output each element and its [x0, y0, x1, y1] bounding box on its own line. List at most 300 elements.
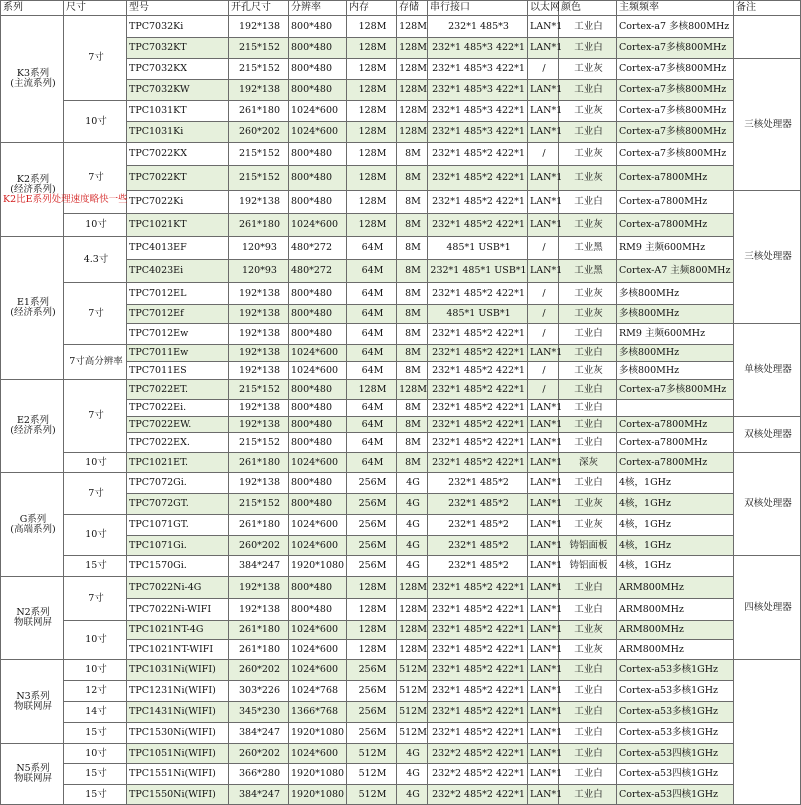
resolution-cell: 1024*600 — [289, 640, 347, 660]
cpu-cell: RM9 主频600MHz — [617, 324, 734, 345]
storage-cell: 8M — [397, 143, 428, 166]
serial-cell: 232*1 485*2 422*1 — [428, 143, 528, 166]
model-cell: TPC7022Ni-WIFI — [127, 599, 229, 621]
model-cell: TPC7022Ni-4G — [127, 577, 229, 599]
ethernet-cell: LAN*1 — [528, 38, 559, 59]
model-cell: TPC7012Ew — [127, 324, 229, 345]
serial-cell: 232*1 485*2 422*1 — [428, 417, 528, 433]
note-cell: 单核处理器 — [734, 324, 801, 417]
cutout-cell: 215*152 — [229, 143, 289, 166]
model-cell: TPC1031Ni(WIFI) — [127, 660, 229, 681]
cutout-cell: 120*93 — [229, 237, 289, 260]
color-cell: 工业白 — [559, 80, 617, 101]
storage-cell: 4G — [397, 494, 428, 515]
memory-cell: 128M — [347, 80, 397, 101]
series-subtitle: (主流系列) — [10, 78, 56, 89]
series-subtitle: (高端系列) — [10, 523, 56, 535]
memory-cell: 64M — [347, 260, 397, 283]
cutout-cell: 260*202 — [229, 122, 289, 143]
memory-cell: 256M — [347, 556, 397, 577]
resolution-cell: 1024*600 — [289, 453, 347, 473]
resolution-cell: 480*272 — [289, 237, 347, 260]
cpu-cell: ARM800MHz — [617, 621, 734, 640]
cutout-cell: 192*138 — [229, 345, 289, 362]
cutout-cell: 192*138 — [229, 362, 289, 380]
model-cell: TPC7012EL — [127, 283, 229, 305]
serial-cell: 232*1 485*3 422*1 — [428, 59, 528, 80]
memory-cell: 128M — [347, 143, 397, 166]
model-cell: TPC1051Ni(WIFI) — [127, 744, 229, 764]
ethernet-cell: LAN*1 — [528, 723, 559, 744]
memory-cell: 512M — [347, 764, 397, 785]
ethernet-cell: LAN*1 — [528, 260, 559, 283]
cpu-cell: 4核，1GHz — [617, 556, 734, 577]
table-row — [1, 723, 801, 744]
size-cell: 10寸 — [64, 214, 127, 237]
storage-cell: 8M — [397, 237, 428, 260]
size-cell: 10寸 — [64, 101, 127, 143]
memory-cell: 512M — [347, 785, 397, 805]
resolution-cell: 1920*1080 — [289, 723, 347, 744]
storage-cell: 128M — [397, 38, 428, 59]
resolution-cell: 800*480 — [289, 417, 347, 433]
serial-cell: 232*1 485*2 — [428, 536, 528, 556]
cutout-cell: 192*138 — [229, 283, 289, 305]
series-cell — [1, 237, 64, 380]
cutout-cell: 260*202 — [229, 660, 289, 681]
model-cell: TPC1031KT — [127, 101, 229, 122]
serial-cell: 232*1 485*2 422*1 — [428, 577, 528, 599]
serial-cell: 232*1 485*2 — [428, 494, 528, 515]
cpu-cell: Cortex-a53多核1GHz — [617, 702, 734, 723]
cpu-cell: 4核，1GHz — [617, 473, 734, 494]
cpu-cell: Cortex-a7多核800MHz — [617, 80, 734, 101]
resolution-cell: 800*480 — [289, 494, 347, 515]
resolution-cell: 800*480 — [289, 305, 347, 324]
serial-cell: 232*1 485*3 422*1 — [428, 101, 528, 122]
ethernet-cell: / — [528, 324, 559, 345]
size-cell: 15寸 — [64, 764, 127, 785]
header-memory: 内存 — [347, 1, 397, 16]
resolution-cell: 800*480 — [289, 283, 347, 305]
cutout-cell: 192*138 — [229, 577, 289, 599]
ethernet-cell: / — [528, 380, 559, 400]
resolution-cell: 1024*600 — [289, 214, 347, 237]
storage-cell: 4G — [397, 473, 428, 494]
cutout-cell: 192*138 — [229, 417, 289, 433]
memory-cell: 128M — [347, 380, 397, 400]
table-row — [1, 577, 801, 599]
storage-cell: 8M — [397, 191, 428, 214]
storage-cell: 8M — [397, 345, 428, 362]
memory-cell: 64M — [347, 305, 397, 324]
table-row — [1, 764, 801, 785]
cpu-cell: Cortex-a7800MHz — [617, 214, 734, 237]
resolution-cell: 1024*600 — [289, 660, 347, 681]
model-cell: TPC1231Ni(WIFI) — [127, 681, 229, 702]
cutout-cell: 261*180 — [229, 515, 289, 536]
resolution-cell: 1920*1080 — [289, 764, 347, 785]
model-cell: TPC7022KX — [127, 143, 229, 166]
serial-cell: 232*1 485*2 422*1 — [428, 214, 528, 237]
size-cell: 10寸 — [64, 660, 127, 681]
ethernet-cell: / — [528, 305, 559, 324]
memory-cell: 64M — [347, 417, 397, 433]
serial-cell: 232*1 485*2 422*1 — [428, 621, 528, 640]
color-cell: 工业灰 — [559, 362, 617, 380]
color-cell: 工业灰 — [559, 143, 617, 166]
size-cell: 7寸 — [64, 16, 127, 101]
color-cell: 工业白 — [559, 723, 617, 744]
cutout-cell: 120*93 — [229, 260, 289, 283]
memory-cell: 256M — [347, 515, 397, 536]
ethernet-cell: LAN*1 — [528, 80, 559, 101]
serial-cell: 232*2 485*2 422*1 — [428, 744, 528, 764]
ethernet-cell: / — [528, 237, 559, 260]
storage-cell: 512M — [397, 660, 428, 681]
cutout-cell: 261*180 — [229, 214, 289, 237]
cpu-cell: Cortex-a53四核1GHz — [617, 744, 734, 764]
table-row — [1, 345, 801, 362]
header-serial: 串行接口 — [428, 1, 528, 16]
table-row — [1, 283, 801, 305]
storage-cell: 128M — [397, 80, 428, 101]
ethernet-cell: / — [528, 59, 559, 80]
resolution-cell: 800*480 — [289, 599, 347, 621]
color-cell: 深灰 — [559, 453, 617, 473]
serial-cell: 232*1 485*2 422*1 — [428, 400, 528, 417]
resolution-cell: 1024*768 — [289, 681, 347, 702]
storage-cell: 128M — [397, 599, 428, 621]
model-cell: TPC1021KT — [127, 214, 229, 237]
series-cell — [1, 380, 64, 473]
note-cell — [734, 16, 801, 59]
table-row — [1, 702, 801, 723]
cpu-cell: ARM800MHz — [617, 640, 734, 660]
cpu-cell: Cortex-a7多核800MHz — [617, 59, 734, 80]
resolution-cell: 800*480 — [289, 473, 347, 494]
cutout-cell: 345*230 — [229, 702, 289, 723]
color-cell: 工业白 — [559, 191, 617, 214]
serial-cell: 232*1 485*2 422*1 — [428, 362, 528, 380]
model-cell: TPC1021NT-4G — [127, 621, 229, 640]
memory-cell: 128M — [347, 191, 397, 214]
storage-cell: 8M — [397, 417, 428, 433]
cpu-cell: 4核，1GHz — [617, 515, 734, 536]
cpu-cell: Cortex-a7多核800MHz — [617, 122, 734, 143]
series-subtitle: 物联网屏 — [13, 617, 52, 628]
cpu-cell: 4核，1GHz — [617, 494, 734, 515]
header-model: 型号 — [127, 1, 229, 16]
header-row — [1, 1, 801, 16]
memory-cell: 64M — [347, 453, 397, 473]
cutout-cell: 192*138 — [229, 305, 289, 324]
resolution-cell: 1366*768 — [289, 702, 347, 723]
model-cell: TPC1071GT. — [127, 515, 229, 536]
memory-cell: 64M — [347, 400, 397, 417]
storage-cell: 128M — [397, 640, 428, 660]
ethernet-cell: LAN*1 — [528, 214, 559, 237]
model-cell: TPC7011ES — [127, 362, 229, 380]
ethernet-cell: / — [528, 143, 559, 166]
color-cell: 工业灰 — [559, 101, 617, 122]
table-row — [1, 621, 801, 640]
resolution-cell: 800*480 — [289, 400, 347, 417]
memory-cell: 256M — [347, 494, 397, 515]
model-cell: TPC7022ET. — [127, 380, 229, 400]
header-note: 备注 — [734, 1, 801, 16]
cpu-cell — [617, 400, 734, 417]
series-name: K2系列 — [16, 173, 50, 185]
storage-cell: 128M — [397, 59, 428, 80]
memory-cell: 64M — [347, 324, 397, 345]
cutout-cell: 192*138 — [229, 191, 289, 214]
color-cell: 工业黑 — [559, 237, 617, 260]
ethernet-cell: LAN*1 — [528, 599, 559, 621]
storage-cell: 4G — [397, 764, 428, 785]
table-row — [1, 143, 801, 166]
memory-cell: 256M — [347, 681, 397, 702]
serial-cell: 485*1 USB*1 — [428, 305, 528, 324]
serial-cell: 232*1 485*2 422*1 — [428, 191, 528, 214]
resolution-cell: 1024*600 — [289, 621, 347, 640]
cpu-cell: Cortex-A7 主频800MHz — [617, 260, 734, 283]
cpu-cell: 多核800MHz — [617, 362, 734, 380]
resolution-cell: 480*272 — [289, 260, 347, 283]
storage-cell: 4G — [397, 556, 428, 577]
model-cell: TPC7072Gi. — [127, 473, 229, 494]
ethernet-cell: LAN*1 — [528, 417, 559, 433]
cpu-cell: Cortex-a7多核800MHz — [617, 143, 734, 166]
model-cell: TPC1530Ni(WIFI) — [127, 723, 229, 744]
memory-cell: 256M — [347, 702, 397, 723]
series-name: N2系列 — [16, 607, 50, 618]
cutout-cell: 192*138 — [229, 400, 289, 417]
model-cell: TPC1551Ni(WIFI) — [127, 764, 229, 785]
cpu-cell: RM9 主频600MHz — [617, 237, 734, 260]
storage-cell: 4G — [397, 744, 428, 764]
cpu-cell: 4核，1GHz — [617, 536, 734, 556]
memory-cell: 256M — [347, 473, 397, 494]
color-cell: 工业白 — [559, 324, 617, 345]
size-cell: 15寸 — [64, 785, 127, 805]
cutout-cell: 261*180 — [229, 621, 289, 640]
ethernet-cell: LAN*1 — [528, 515, 559, 536]
cpu-cell: Cortex-a7800MHz — [617, 417, 734, 433]
cpu-cell: Cortex-a7800MHz — [617, 166, 734, 191]
table-row — [1, 453, 801, 473]
cpu-cell: Cortex-a7多核800MHz — [617, 38, 734, 59]
memory-cell: 128M — [347, 166, 397, 191]
resolution-cell: 800*480 — [289, 191, 347, 214]
serial-cell: 485*1 USB*1 — [428, 237, 528, 260]
ethernet-cell: LAN*1 — [528, 101, 559, 122]
model-cell: TPC7022EX. — [127, 433, 229, 453]
cutout-cell: 215*152 — [229, 380, 289, 400]
header-color: 颜色 — [559, 1, 617, 16]
size-cell: 7寸 — [64, 283, 127, 345]
storage-cell: 8M — [397, 166, 428, 191]
cpu-cell: Cortex-a53多核1GHz — [617, 681, 734, 702]
model-cell: TPC7022EW. — [127, 417, 229, 433]
cutout-cell: 215*152 — [229, 38, 289, 59]
serial-cell: 232*1 485*2 — [428, 556, 528, 577]
cutout-cell: 192*138 — [229, 473, 289, 494]
memory-cell: 128M — [347, 621, 397, 640]
table-row — [1, 515, 801, 536]
cutout-cell: 366*280 — [229, 764, 289, 785]
model-cell: TPC7032KW — [127, 80, 229, 101]
serial-cell: 232*1 485*2 422*1 — [428, 433, 528, 453]
serial-cell: 232*1 485*2 422*1 — [428, 453, 528, 473]
series-cell — [1, 660, 64, 744]
color-cell: 工业白 — [559, 702, 617, 723]
memory-cell: 128M — [347, 38, 397, 59]
cutout-cell: 215*152 — [229, 166, 289, 191]
serial-cell: 232*1 485*1 USB*1 — [428, 260, 528, 283]
serial-cell: 232*1 485*3 422*1 — [428, 122, 528, 143]
color-cell: 工业白 — [559, 764, 617, 785]
ethernet-cell: LAN*1 — [528, 785, 559, 805]
table-row — [1, 785, 801, 805]
table-row — [1, 681, 801, 702]
ethernet-cell: LAN*1 — [528, 621, 559, 640]
color-cell: 工业灰 — [559, 494, 617, 515]
storage-cell: 128M — [397, 101, 428, 122]
color-cell: 工业灰 — [559, 283, 617, 305]
storage-cell: 128M — [397, 577, 428, 599]
cutout-cell: 192*138 — [229, 324, 289, 345]
cutout-cell: 260*202 — [229, 744, 289, 764]
table-row — [1, 16, 801, 38]
table-body — [1, 16, 801, 805]
model-cell: TPC1031Ki — [127, 122, 229, 143]
storage-cell: 4G — [397, 785, 428, 805]
cpu-cell: Cortex-a53四核1GHz — [617, 785, 734, 805]
storage-cell: 8M — [397, 283, 428, 305]
serial-cell: 232*1 485*2 — [428, 515, 528, 536]
memory-cell: 64M — [347, 362, 397, 380]
color-cell: 铸铝面板 — [559, 536, 617, 556]
series-remark: K2比E系列处理速度略快一些 — [3, 193, 128, 205]
storage-cell: 8M — [397, 453, 428, 473]
serial-text: 232*1 485*3 — [448, 20, 509, 32]
color-cell: 工业白 — [559, 473, 617, 494]
resolution-cell: 800*480 — [289, 577, 347, 599]
storage-cell: 4G — [397, 515, 428, 536]
color-cell: 工业白 — [559, 16, 617, 38]
serial-cell: 232*1 485*2 422*1 — [428, 660, 528, 681]
cpu-cell: 多核800MHz — [617, 283, 734, 305]
serial-cell: 232*1 485*2 422*1 — [428, 702, 528, 723]
cutout-cell: 260*202 — [229, 536, 289, 556]
model-cell: TPC1550Ni(WIFI) — [127, 785, 229, 805]
storage-cell: 8M — [397, 214, 428, 237]
series-cell — [1, 473, 64, 577]
resolution-cell: 800*480 — [289, 80, 347, 101]
cpu-cell: 多核800MHz — [617, 345, 734, 362]
color-cell: 工业灰 — [559, 166, 617, 191]
cutout-cell: 215*152 — [229, 494, 289, 515]
cpu-cell: Cortex-a7多核800MHz — [617, 380, 734, 400]
storage-cell: 128M — [397, 16, 428, 38]
memory-cell: 128M — [347, 101, 397, 122]
series-name: E1系列 — [17, 297, 49, 308]
memory-cell: 64M — [347, 283, 397, 305]
note-cell: 三核处理器 — [734, 191, 801, 324]
color-cell: 工业灰 — [559, 621, 617, 640]
model-cell: TPC1570Gi. — [127, 556, 229, 577]
note-cell: 双核处理器 — [734, 417, 801, 453]
size-cell: 15寸 — [64, 556, 127, 577]
cpu-cell: Cortex-a7 多核800MHz — [617, 16, 734, 38]
serial-cell — [428, 16, 528, 38]
series-name: E2系列 — [17, 415, 49, 426]
color-cell: 工业白 — [559, 417, 617, 433]
ethernet-cell: LAN*1 — [528, 744, 559, 764]
model-cell: TPC1021NT-WIFI — [127, 640, 229, 660]
series-name: N3系列 — [16, 690, 50, 702]
series-subtitle: (经济系列) — [10, 425, 56, 436]
color-cell: 工业白 — [559, 660, 617, 681]
serial-cell: 232*1 485*2 422*1 — [428, 681, 528, 702]
series-name: K3系列 — [16, 68, 50, 79]
cpu-cell: Cortex-a7多核800MHz — [617, 101, 734, 122]
model-cell: TPC7022KT — [127, 166, 229, 191]
series-cell — [1, 16, 64, 143]
serial-cell: 232*2 485*2 422*1 — [428, 785, 528, 805]
color-cell: 工业白 — [559, 400, 617, 417]
table-row — [1, 556, 801, 577]
color-cell: 工业灰 — [559, 640, 617, 660]
cutout-cell: 215*152 — [229, 59, 289, 80]
cutout-cell: 384*247 — [229, 785, 289, 805]
serial-cell: 232*1 485*2 422*1 — [428, 640, 528, 660]
model-cell: TPC4023Ei — [127, 260, 229, 283]
size-cell: 7寸 — [64, 380, 127, 453]
memory-cell: 64M — [347, 345, 397, 362]
size-cell: 10寸 — [64, 453, 127, 473]
header-size: 尺寸 — [64, 1, 127, 16]
storage-cell: 512M — [397, 702, 428, 723]
model-cell: TPC7032KT — [127, 38, 229, 59]
resolution-cell: 800*480 — [289, 38, 347, 59]
cutout-cell: 192*138 — [229, 16, 289, 38]
header-resolution: 分辨率 — [289, 1, 347, 16]
resolution-cell: 800*480 — [289, 16, 347, 38]
cutout-cell: 192*138 — [229, 599, 289, 621]
cpu-cell: Cortex-a7800MHz — [617, 191, 734, 214]
color-cell: 工业白 — [559, 38, 617, 59]
series-subtitle: 物联网屏 — [13, 773, 52, 784]
ethernet-cell: LAN*1 — [528, 494, 559, 515]
storage-cell: 128M — [397, 621, 428, 640]
ethernet-cell: LAN*1 — [528, 556, 559, 577]
series-cell — [1, 577, 64, 660]
size-cell: 7寸 — [64, 143, 127, 214]
ethernet-cell: LAN*1 — [528, 400, 559, 417]
ethernet-cell: LAN*1 — [528, 640, 559, 660]
storage-cell: 512M — [397, 681, 428, 702]
cutout-cell: 261*180 — [229, 101, 289, 122]
header-cutout: 开孔尺寸 — [229, 1, 289, 16]
color-cell: 工业白 — [559, 345, 617, 362]
ethernet-cell: LAN*1 — [528, 764, 559, 785]
storage-cell: 8M — [397, 305, 428, 324]
memory-cell: 128M — [347, 16, 397, 38]
cpu-cell: ARM800MHz — [617, 577, 734, 599]
storage-cell: 8M — [397, 433, 428, 453]
